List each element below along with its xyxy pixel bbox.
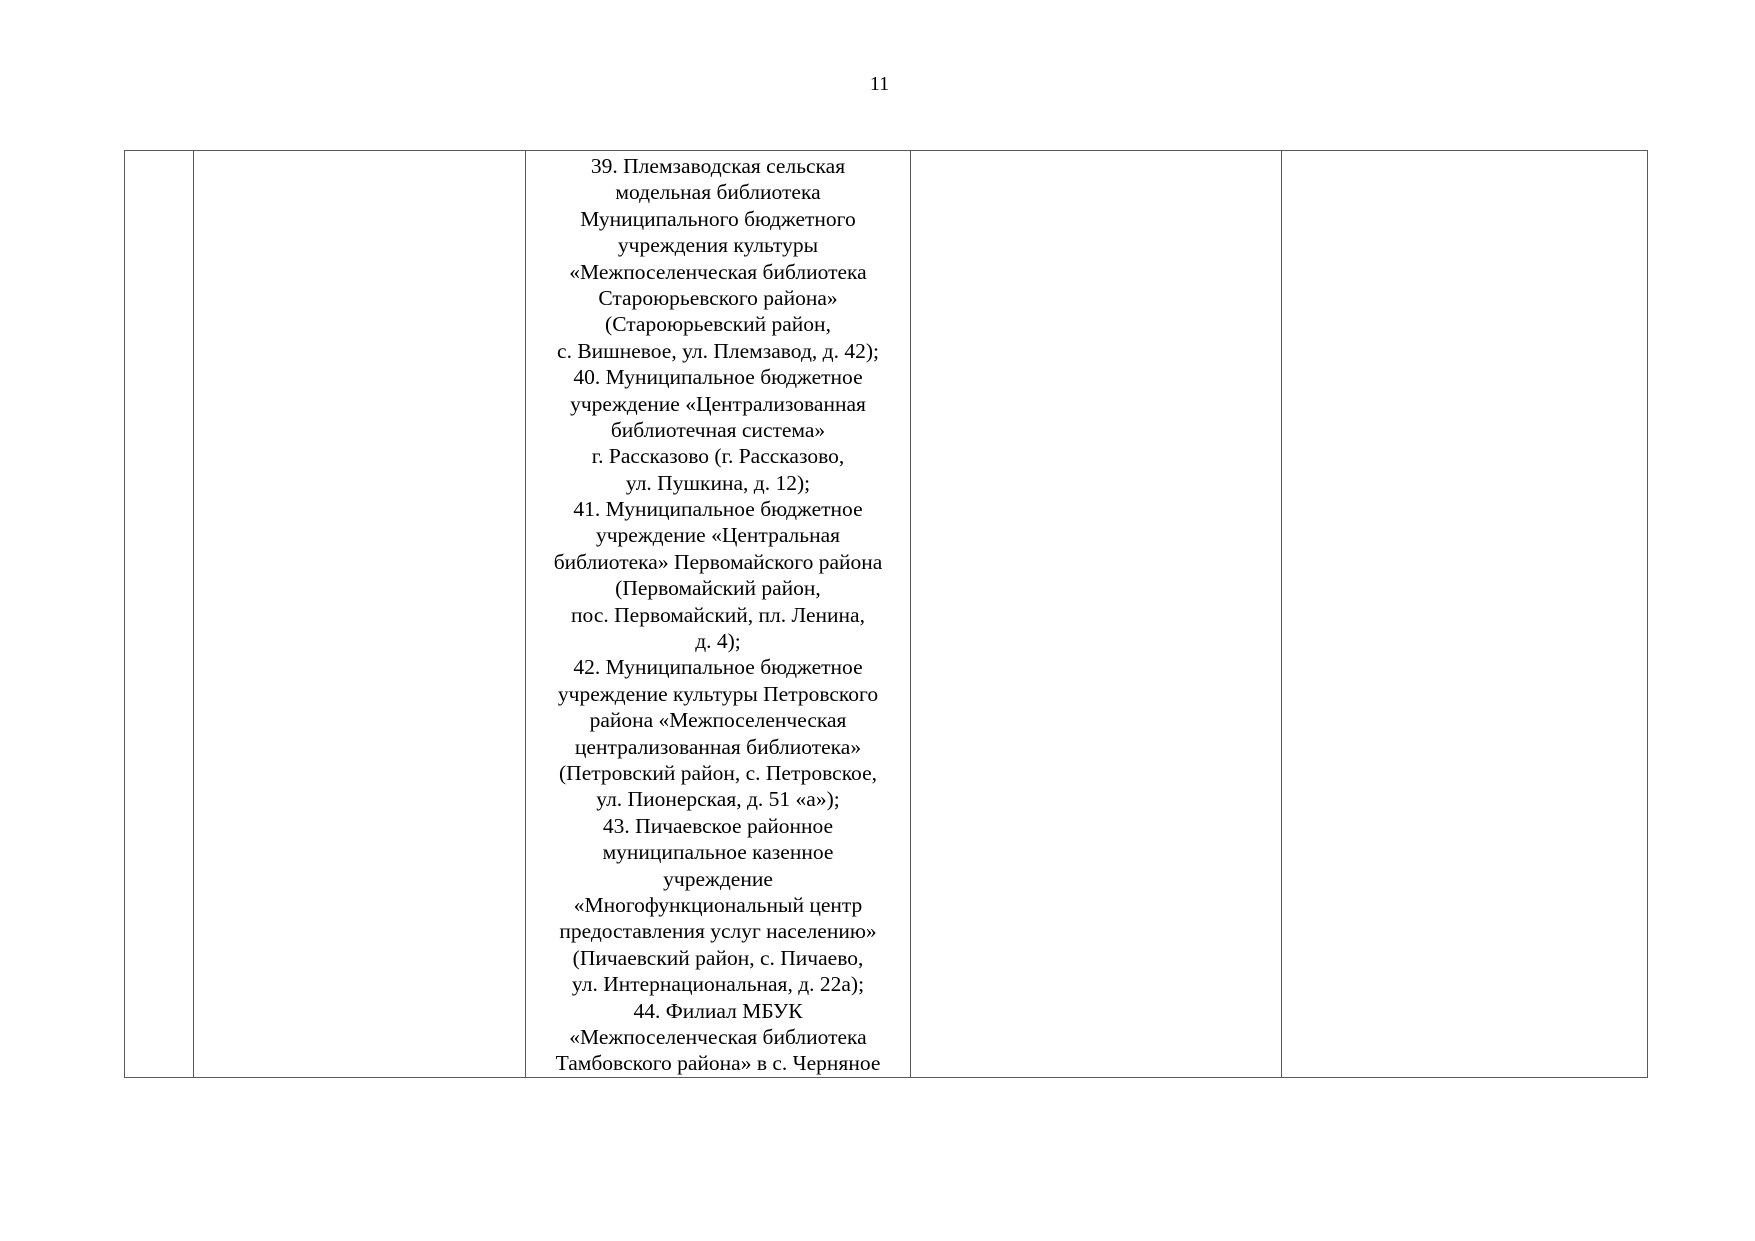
table-row bbox=[125, 151, 1648, 1078]
text-line: 40. Муниципальное бюджетное bbox=[573, 365, 863, 390]
text-line: пос. Первомайский, пл. Ленина, bbox=[571, 602, 865, 627]
text-line: учреждения культуры bbox=[617, 233, 819, 258]
text-line: предоставления услуг населению» bbox=[559, 919, 877, 944]
institutions-text bbox=[526, 151, 910, 1077]
table-cell-empty-2 bbox=[194, 151, 526, 1078]
text-line: ул. Пионерская, д. 51 «а»); bbox=[596, 787, 840, 812]
text-line: Тамбовского района» в с. Черняное bbox=[555, 1051, 881, 1076]
text-line: района «Межпоселенческая bbox=[589, 708, 847, 733]
text-line: библиотечная система» bbox=[610, 417, 826, 442]
text-line: 41. Муниципальное бюджетное bbox=[573, 497, 863, 522]
text-line: учреждение культуры Петровского bbox=[557, 681, 879, 706]
text-line: модельная библиотека bbox=[615, 180, 821, 205]
text-line: 43. Пичаевское районное bbox=[602, 813, 834, 838]
text-line: (Пичаевский район, с. Пичаево, bbox=[572, 945, 864, 970]
text-line: «Межпоселенческая библиотека bbox=[569, 1024, 867, 1049]
table-cell-number bbox=[125, 151, 194, 1078]
text-line: 44. Филиал МБУК bbox=[633, 998, 803, 1023]
text-line: учреждение «Централизованная bbox=[570, 391, 866, 416]
table-cell-empty-4 bbox=[911, 151, 1282, 1078]
table-cell-empty-5 bbox=[1282, 151, 1648, 1078]
text-line: Муниципального бюджетного bbox=[580, 206, 856, 231]
text-line: ул. Пушкина, д. 12); bbox=[625, 470, 811, 495]
text-line: (Староюрьевский район, bbox=[605, 312, 831, 337]
text-line: д. 4); bbox=[695, 629, 741, 654]
page-number: 11 bbox=[869, 73, 890, 95]
text-line: учреждение «Центральная bbox=[595, 523, 841, 548]
text-line: ул. Интернациональная, д. 22а); bbox=[571, 972, 865, 997]
text-line: муниципальное казенное bbox=[602, 840, 834, 865]
text-line: 39. Племзаводская сельская bbox=[590, 154, 846, 178]
text-line: г. Рассказово (г. Рассказово, bbox=[591, 444, 845, 469]
text-line: «Многофункциональный центр bbox=[573, 892, 863, 917]
text-line: с. Вишневое, ул. Племзавод, д. 42); bbox=[557, 338, 879, 363]
text-line: «Межпоселенческая библиотека bbox=[569, 259, 867, 284]
text-line: 42. Муниципальное бюджетное bbox=[573, 655, 863, 680]
document-table bbox=[124, 150, 1648, 1078]
table-cell-institutions bbox=[526, 151, 911, 1078]
text-line: учреждение bbox=[663, 866, 773, 891]
text-line: централизованная библиотека» bbox=[574, 734, 862, 759]
text-line: библиотека» Первомайского района bbox=[553, 549, 883, 574]
text-line: Староюрьевского района» bbox=[598, 285, 838, 310]
text-line: (Первомайский район, bbox=[615, 576, 821, 601]
text-line: (Петровский район, с. Петровское, bbox=[559, 760, 877, 785]
